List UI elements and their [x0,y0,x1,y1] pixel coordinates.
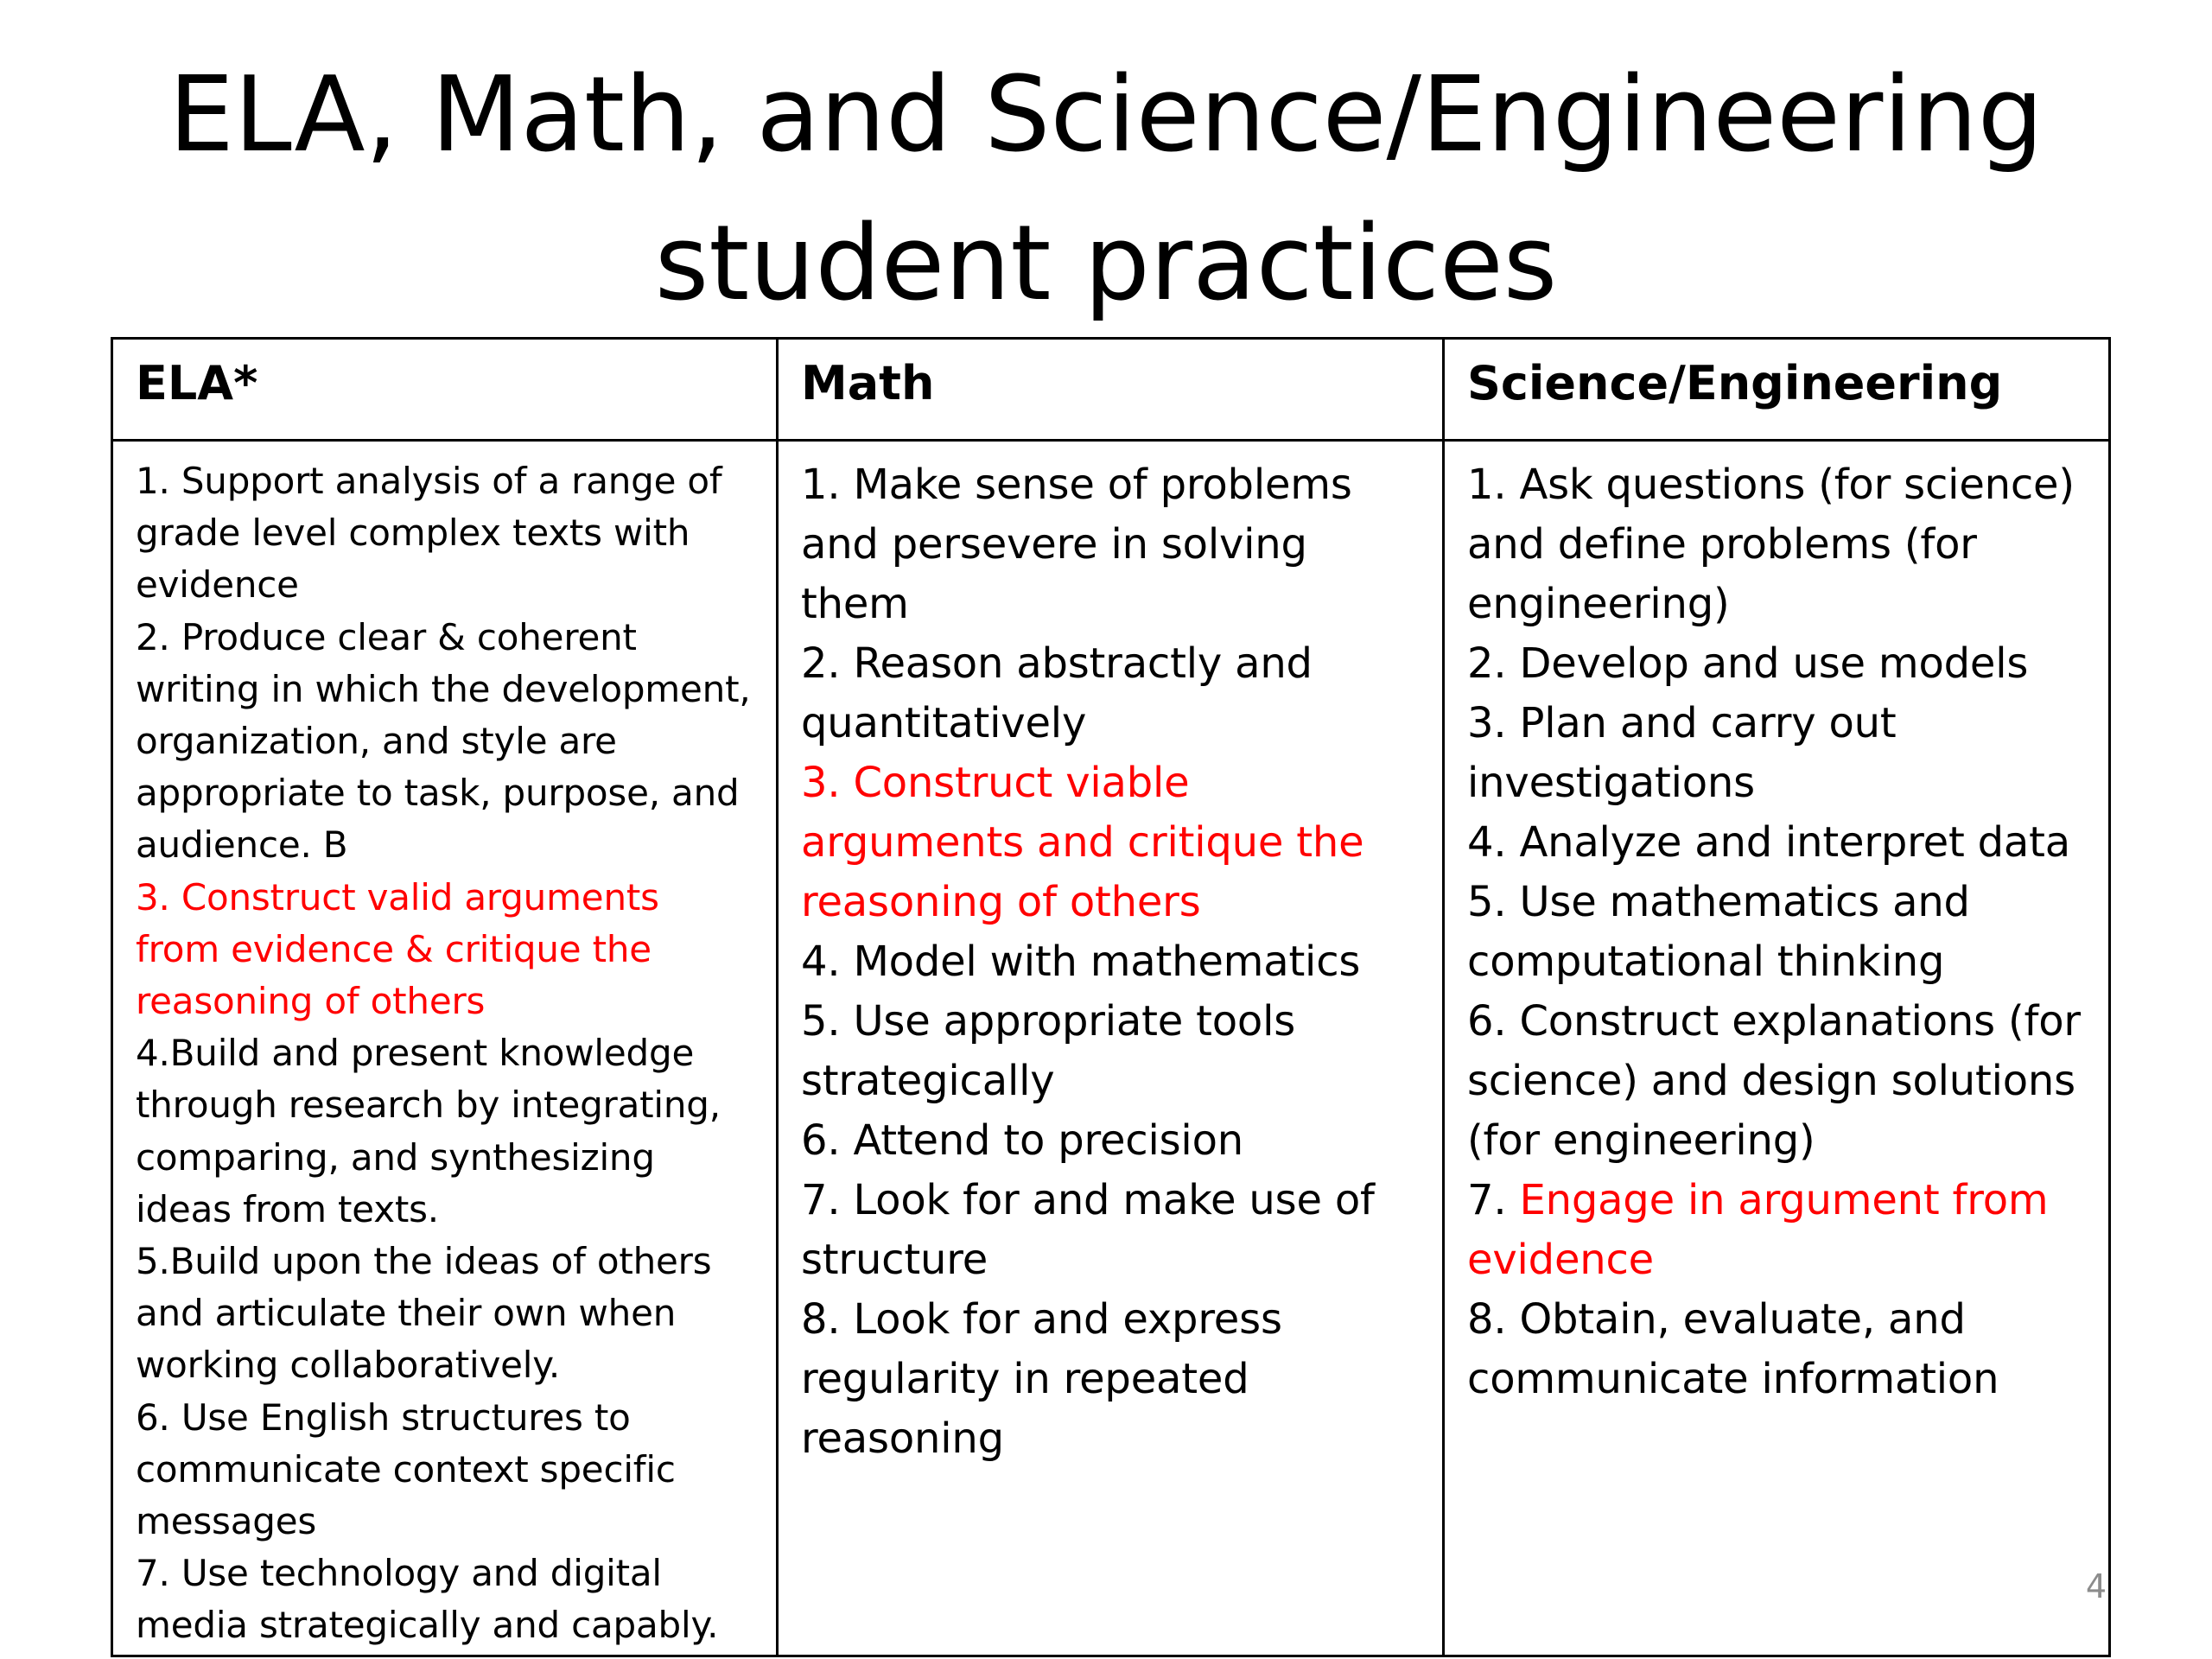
practices-row [112,441,2110,1656]
ela-practice-item-highlighted: 3. Construct valid arguments from evidence & critique the reasoning of others [136,875,659,1023]
ela-practice-item: 1. Support analysis of a range of grade level complex texts with evidence [136,460,722,607]
header-math: Math [778,339,1444,441]
header-science-engineering: Science/Engineering [1444,339,2110,441]
slide-title [0,41,2212,339]
science-practice-list [1467,455,2086,1409]
science-practice-item-partly-highlighted [1467,1171,2086,1290]
science-engineering-practices-cell [1444,441,2110,1656]
science-practice-item: 2. Develop and use models [1467,639,2029,688]
math-practice-item: 8. Look for and express regularity in repeated reasoning [801,1295,1282,1463]
math-practice-item: 4. Model with mathematics [801,938,1361,986]
math-practice-item: 2. Reason abstractly and quantitatively [801,639,1313,747]
practices-table [111,337,2111,1657]
science-practice-number: 7. [1467,1176,1520,1224]
math-practice-item: 6. Attend to precision [801,1116,1243,1165]
header-ela: ELA* [112,339,778,441]
ela-practice-item: 7. Use technology and digital media strategically and capably. [136,1552,719,1647]
math-practice-list [801,455,1420,1469]
header-row [112,339,2110,441]
science-practice-highlighted-text: Engage in argument from evidence [1467,1176,2049,1284]
math-practice-item: 7. Look for and make use of structure [801,1176,1375,1284]
math-practice-item: 1. Make sense of problems and persevere in solving them [801,461,1352,628]
slide-title-line-1: ELA, Math, and Science/Engineering [168,55,2044,175]
ela-practice-item: 4.Build and present knowledge through research by integrating, comparing, and synthesizing ideas from texts. [136,1032,721,1230]
ela-practices-cell [112,441,778,1656]
ela-practice-item: 5.Build upon the ideas of others and articulate their own when working collaboratively. [136,1240,712,1387]
ela-practice-list [136,455,753,1652]
ela-practice-item: 6. Use English structures to communicate context specific messages [136,1395,676,1543]
ela-practice-item: 2. Produce clear & coherent writing in which the development, organization, and style are appropriate to task, purpose, and audience. B [136,615,751,867]
math-practice-item-highlighted: 3. Construct viable arguments and critique the reasoning of others [801,759,1364,926]
slide-title-line-2: student practices [654,204,1558,324]
science-practice-item: 5. Use mathematics and computational thinking [1467,878,1970,986]
science-practice-item: 1. Ask questions (for science) and define problems (for engineering) [1467,461,2075,628]
science-practice-item: 8. Obtain, evaluate, and communicate information [1467,1295,1999,1403]
math-practices-cell [778,441,1444,1656]
slide-number: 4 [2085,1567,2107,1605]
science-practice-item: 6. Construct explanations (for science) and design solutions (for engineering) [1467,997,2081,1165]
math-practice-item: 5. Use appropriate tools strategically [801,997,1296,1105]
science-practice-item: 3. Plan and carry out investigations [1467,699,1897,807]
science-practice-item: 4. Analyze and interpret data [1467,818,2070,867]
